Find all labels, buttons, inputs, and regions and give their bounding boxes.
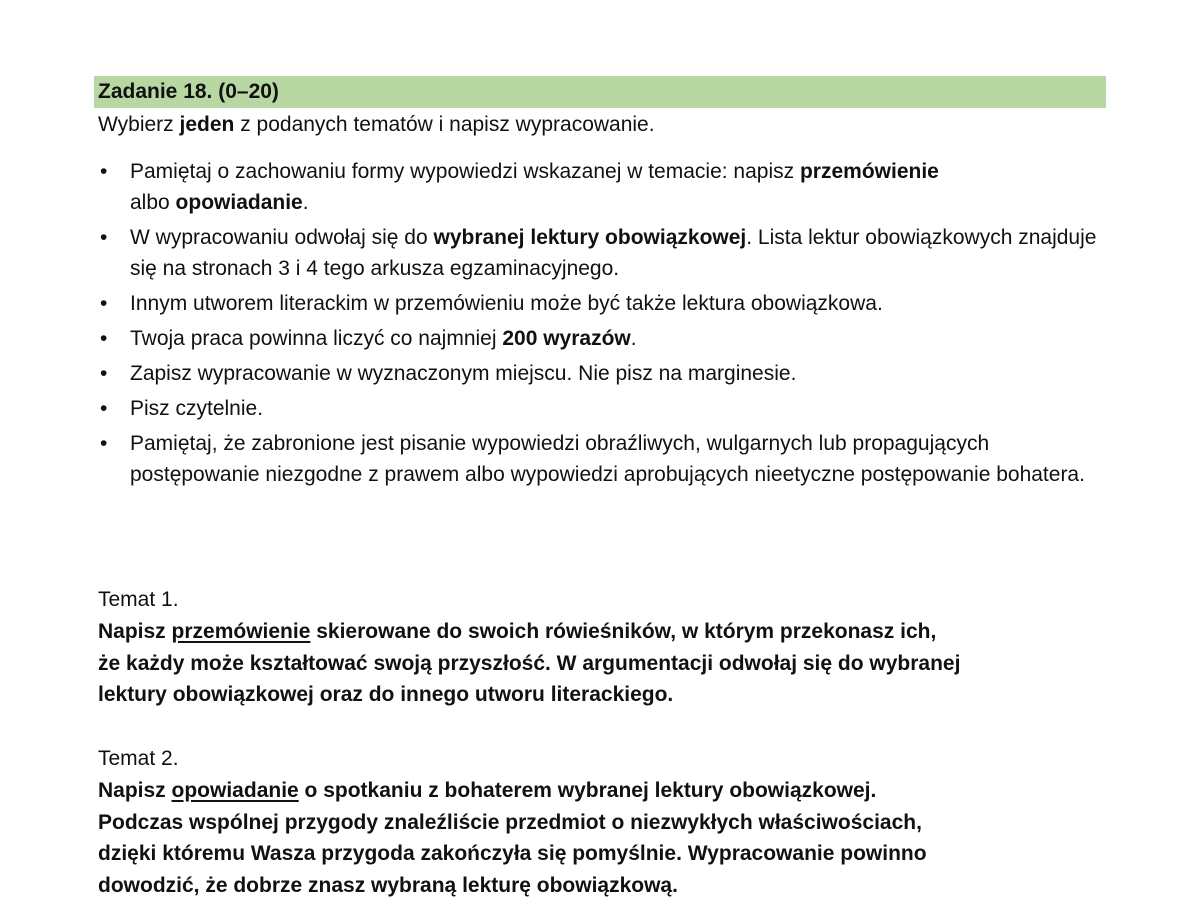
topic-2-intro: Napisz (98, 779, 172, 802)
topic-2-line-1: o spotkaniu z bohaterem wybranej lektury obowiązkowej. (298, 779, 877, 802)
instruction-bold: wybranej lektury obowiązkowej (433, 226, 747, 249)
instruction-item-conduct (98, 428, 1098, 490)
topic-1-form-underlined: przemówienie (171, 620, 311, 643)
instruction-item-word-count (98, 323, 1098, 354)
instruction-text: . (302, 191, 309, 214)
bullet-marker: • (100, 432, 108, 455)
instruction-bold: opowiadanie (175, 191, 303, 214)
topic-1-text (98, 616, 1138, 711)
topic-2-line-3: dzięki któremu Wasza przygoda zakończyła się pomyślnie. Wypracowanie powinno (98, 842, 927, 865)
instruction-item-placement (98, 358, 1098, 389)
topic-2-line-4: dowodzić, że dobrze znasz wybraną lekturę obowiązkową. (98, 873, 678, 897)
instruction-bold: przemówienie (799, 160, 939, 183)
instruction-text: Innym utworem literackim w przemówieniu może być także lektura obowiązkowa. (130, 292, 883, 315)
topic-2-label: Temat 2. (98, 747, 179, 770)
topic-1-line-3: lektury obowiązkowej oraz do innego utworu literackiego. (98, 683, 674, 706)
instruction-text: . Lista lektur obowiązkowych znajduje się na stronach 3 i 4 tego arkusza egzaminacyjnego. (130, 226, 1097, 280)
instruction-text: . (630, 327, 637, 350)
instruction-text: Twoja praca powinna liczyć co najmniej (130, 327, 503, 350)
instruction-text: Pisz czytelnie. (130, 397, 264, 420)
topic-2-form-underlined: opowiadanie (171, 779, 299, 802)
instruction-text: albo (130, 191, 176, 214)
intro-text-before: Wybierz (98, 113, 180, 136)
intro-bold-jeden: jeden (179, 113, 235, 136)
instruction-item-other-work (98, 288, 1098, 319)
instruction-text: Zapisz wypracowanie w wyznaczonym miejscu. Nie pisz na marginesie. (130, 362, 797, 385)
bullet-marker: • (100, 327, 108, 350)
instruction-text: W wypracowaniu odwołaj się do (130, 226, 434, 249)
bullet-marker: • (100, 397, 108, 420)
topic-2-text (98, 775, 1138, 901)
instruction-text: Pamiętaj o zachowaniu formy wypowiedzi wskazanej w temacie: napisz (130, 160, 800, 183)
topic-1-label: Temat 1. (98, 588, 179, 611)
bullet-marker: • (100, 362, 108, 385)
instruction-item-legibility (98, 393, 1098, 424)
topic-1-line-1: skierowane do swoich rówieśników, w którym przekonasz ich, (310, 620, 937, 643)
task-title: Zadanie 18. (0–20) (98, 80, 279, 103)
bullet-marker: • (100, 160, 108, 183)
instruction-bold: 200 wyrazów (502, 327, 631, 350)
intro-text-after: z podanych tematów i napisz wypracowanie. (234, 113, 655, 136)
topic-1-intro: Napisz (98, 620, 172, 643)
instruction-list (98, 156, 1098, 494)
instruction-item-form (98, 156, 1098, 218)
bullet-marker: • (100, 292, 108, 315)
topic-1-line-2: że każdy może kształtować swoją przyszłość. W argumentacji odwołaj się do wybranej (98, 651, 961, 675)
task-header-bar (94, 76, 1106, 108)
bullet-marker: • (100, 226, 108, 249)
instruction-item-reading (98, 222, 1098, 284)
task-instruction (98, 111, 655, 139)
topic-2-line-2: Podczas wspólnej przygody znaleźliście przedmiot o niezwykłych właściwościach, (98, 810, 922, 834)
instruction-text: Pamiętaj, że zabronione jest pisanie wypowiedzi obraźliwych, wulgarnych lub propagujących postępowanie niezgodne z prawem albo wypowiedzi aprobujących nieetyczne postępowanie bohatera. (130, 432, 1085, 486)
